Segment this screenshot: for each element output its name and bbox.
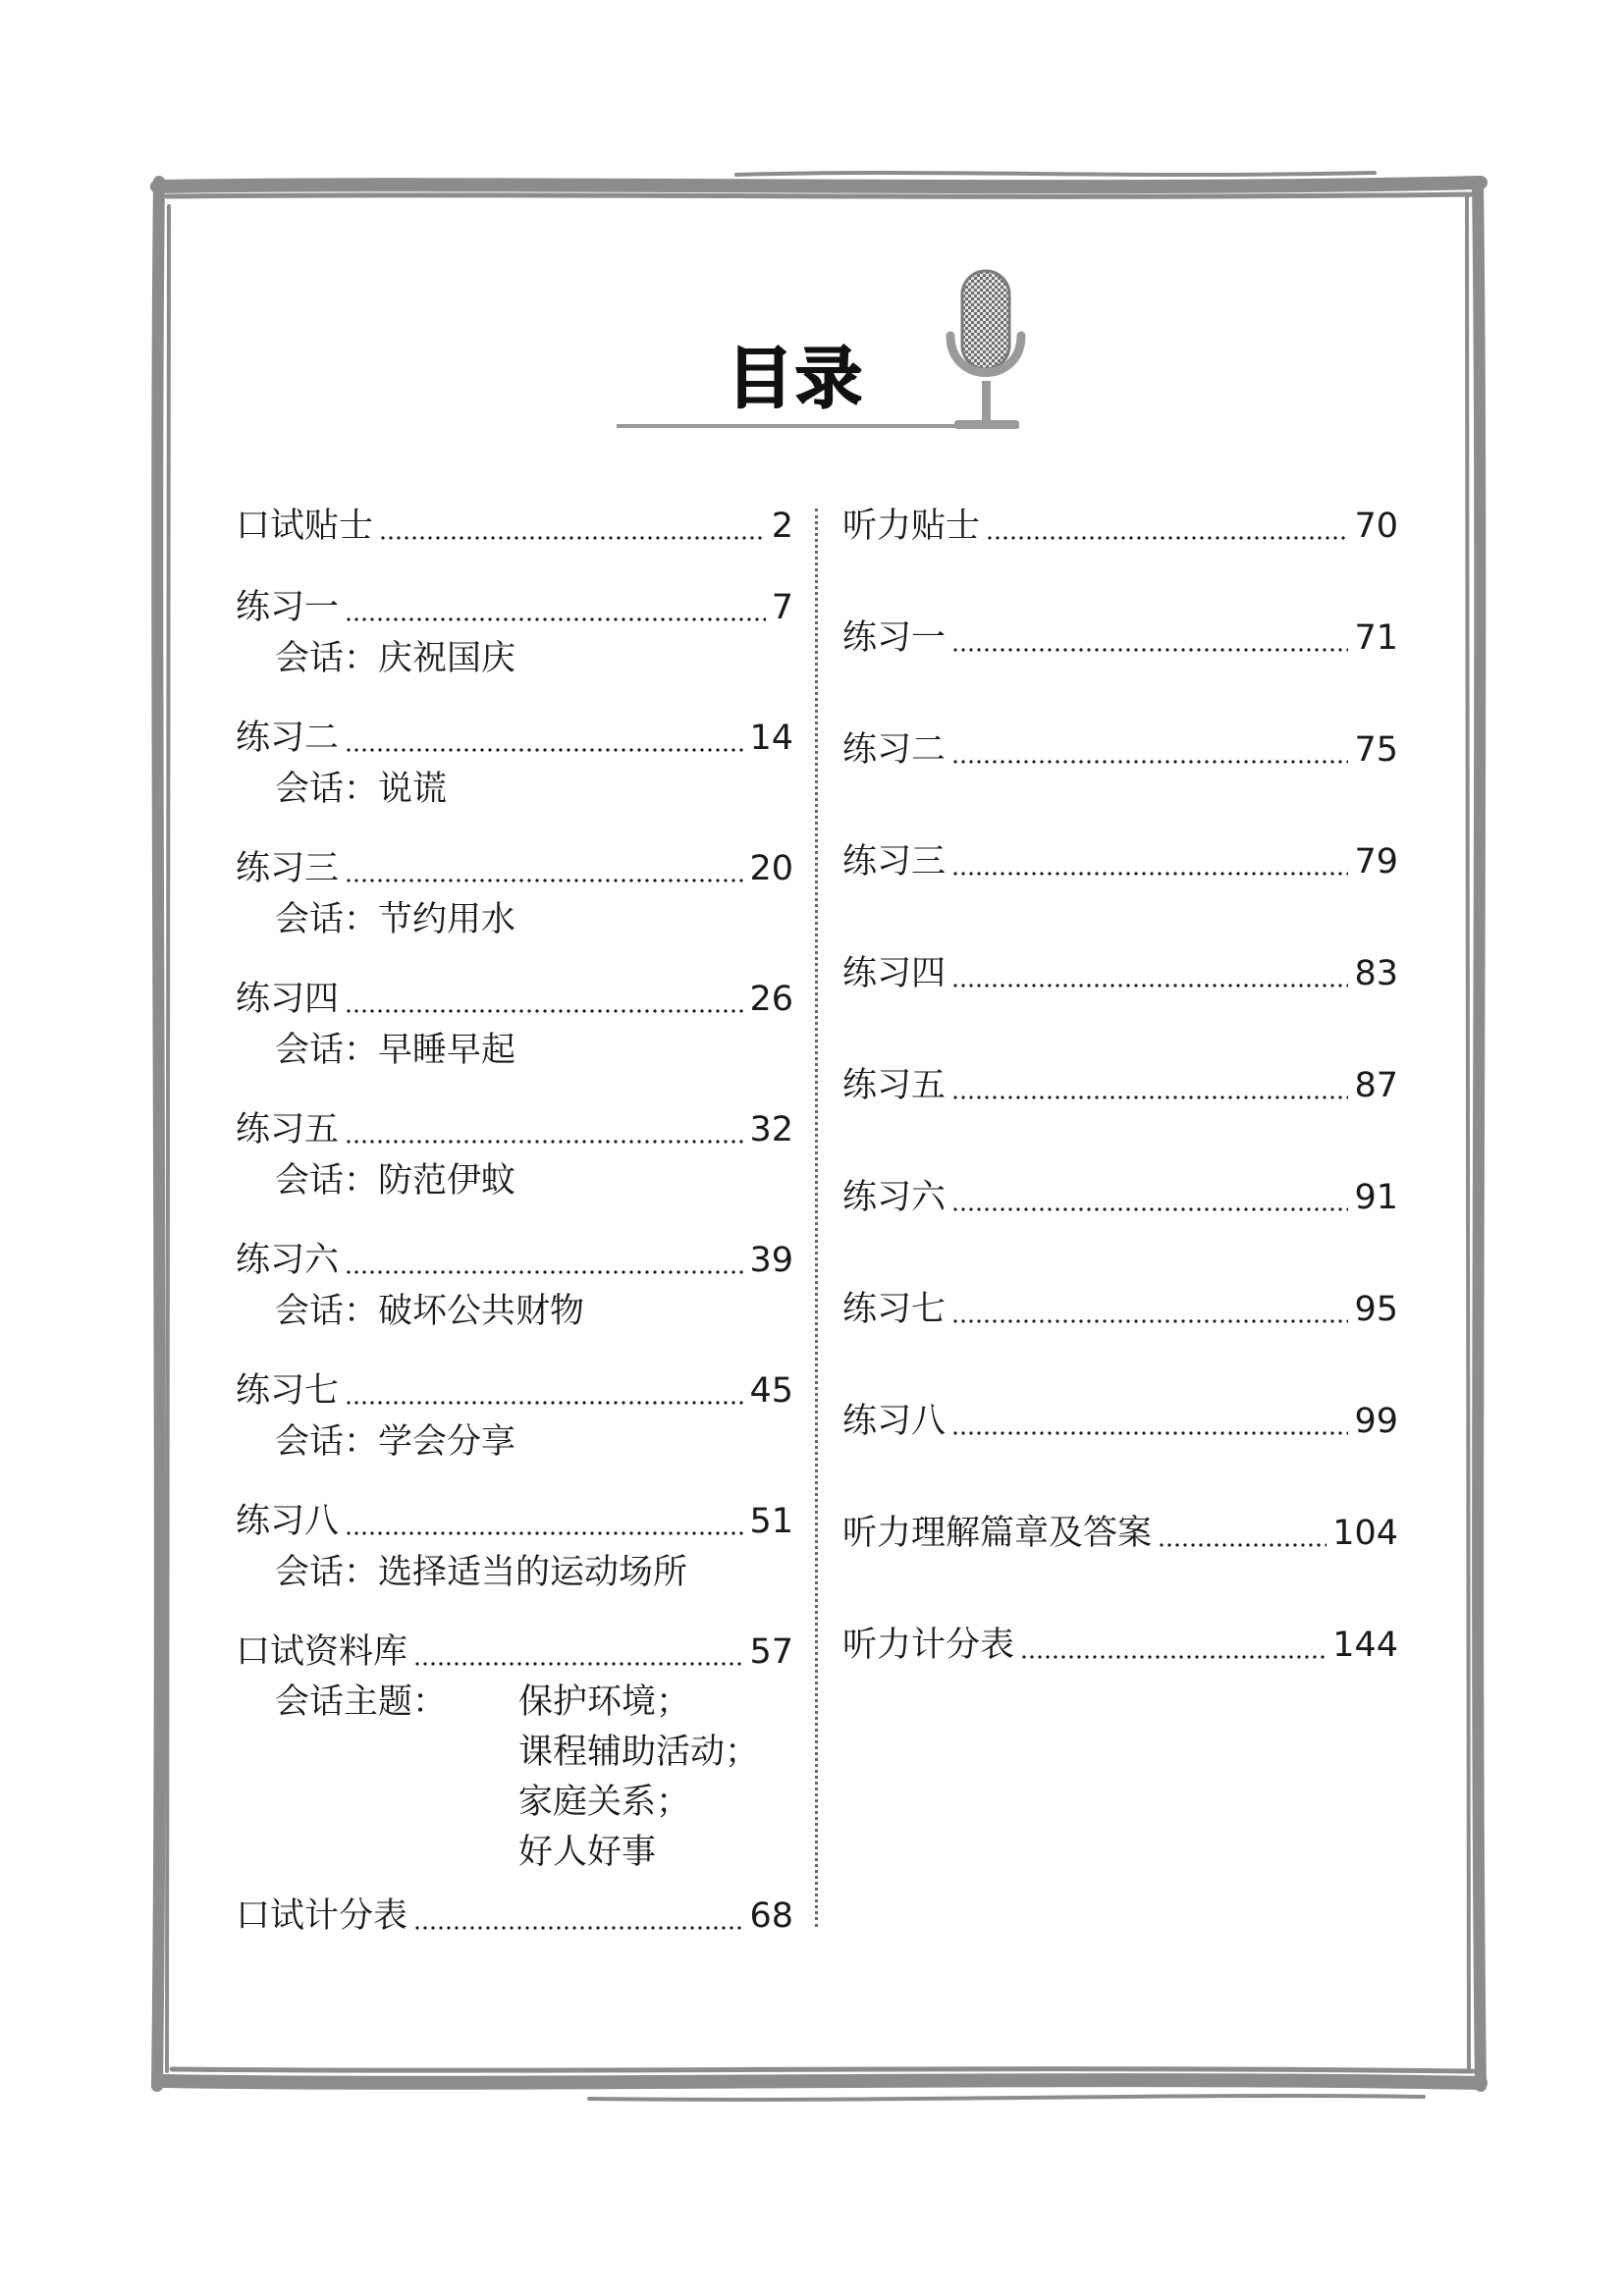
toc-entry[interactable] <box>236 713 793 815</box>
entry-page: 51 <box>749 1502 793 1541</box>
toc-entry-library[interactable] <box>236 1627 793 1878</box>
entry-page: 99 <box>1354 1402 1398 1441</box>
entry-label: 练习五 <box>842 1066 947 1105</box>
column-divider <box>815 508 818 1927</box>
entry-page: 70 <box>1354 507 1398 546</box>
entry-label: 练习七 <box>236 1371 340 1411</box>
entry-page: 45 <box>749 1371 793 1411</box>
microphone-icon <box>933 265 1041 437</box>
topic-item: 好人好事 <box>518 1833 657 1872</box>
entry-subtitle: 会话：早睡早起 <box>275 1031 516 1070</box>
toc-entry[interactable] <box>842 1172 1398 1223</box>
entry-page: 91 <box>1354 1178 1398 1217</box>
toc-entry[interactable] <box>842 724 1398 775</box>
entry-subtitle: 会话：破坏公共财物 <box>275 1292 585 1331</box>
entry-page: 2 <box>771 507 793 546</box>
entry-label: 练习七 <box>842 1290 947 1329</box>
entry-page: 87 <box>1354 1066 1398 1105</box>
entry-label: 听力计分表 <box>842 1626 1015 1665</box>
entry-page: 57 <box>749 1632 793 1672</box>
toc-entry[interactable] <box>842 1620 1398 1671</box>
entry-label: 练习四 <box>236 980 340 1019</box>
entry-page: 20 <box>749 849 793 888</box>
toc-entry[interactable] <box>236 843 793 945</box>
entry-subtitle: 会话：节约用水 <box>275 900 516 939</box>
entry-page: 26 <box>749 980 793 1019</box>
entry-page: 68 <box>749 1896 793 1936</box>
entry-page: 39 <box>749 1241 793 1280</box>
entry-page: 7 <box>771 588 793 627</box>
entry-page: 32 <box>749 1110 793 1149</box>
entry-page: 75 <box>1354 730 1398 770</box>
entry-label: 练习一 <box>842 618 947 658</box>
toc-entry[interactable] <box>236 1235 793 1337</box>
toc-entry[interactable] <box>842 613 1398 664</box>
entry-label: 练习八 <box>236 1502 340 1541</box>
entry-label: 练习八 <box>842 1402 947 1441</box>
topic-item: 课程辅助活动； <box>518 1733 760 1772</box>
toc-entry[interactable] <box>236 974 793 1076</box>
toc-entry[interactable] <box>236 582 793 684</box>
page-title: 目录 <box>726 341 864 418</box>
toc-entry[interactable] <box>842 1060 1398 1111</box>
topic-label: 会话主题： <box>275 1682 448 1722</box>
entry-label: 练习三 <box>842 842 947 881</box>
topic-item: 家庭关系； <box>518 1783 691 1822</box>
entry-label: 口试资料库 <box>236 1632 408 1672</box>
entry-subtitle: 会话：防范伊蚊 <box>275 1161 516 1201</box>
entry-label: 练习二 <box>236 719 340 758</box>
entry-label: 口试计分表 <box>236 1896 408 1936</box>
toc-entry[interactable] <box>236 501 793 552</box>
toc-entry[interactable] <box>842 948 1398 999</box>
toc-entry[interactable] <box>842 1284 1398 1335</box>
entry-subtitle: 会话：选择适当的运动场所 <box>275 1553 688 1592</box>
entry-page: 83 <box>1354 954 1398 993</box>
entry-subtitle: 会话：学会分享 <box>275 1422 516 1462</box>
entry-label: 口试贴士 <box>236 507 374 546</box>
toc-entry[interactable] <box>842 1508 1398 1559</box>
entry-page: 95 <box>1354 1290 1398 1329</box>
entry-subtitle: 会话：庆祝国庆 <box>275 639 516 678</box>
entry-label: 练习一 <box>236 588 340 627</box>
toc-entry[interactable] <box>236 1891 793 1942</box>
entry-label: 练习二 <box>842 730 947 770</box>
library-topics <box>236 1678 793 1878</box>
toc-entry[interactable] <box>236 1496 793 1598</box>
topic-item: 保护环境； <box>518 1682 691 1722</box>
entry-label: 练习五 <box>236 1110 340 1149</box>
entry-page: 104 <box>1332 1514 1398 1553</box>
entry-subtitle: 会话：说谎 <box>275 770 448 809</box>
toc-entry[interactable] <box>236 1104 793 1206</box>
entry-label: 听力理解篇章及答案 <box>842 1514 1153 1553</box>
toc-entry[interactable] <box>236 1365 793 1468</box>
entry-label: 练习六 <box>842 1178 947 1217</box>
entry-label: 练习六 <box>236 1241 340 1280</box>
entry-label: 听力贴士 <box>842 507 981 546</box>
entry-label: 练习三 <box>236 849 340 888</box>
toc-entry[interactable] <box>842 1396 1398 1447</box>
entry-page: 14 <box>749 719 793 758</box>
entry-page: 71 <box>1354 618 1398 658</box>
entry-page: 79 <box>1354 842 1398 881</box>
toc-entry[interactable] <box>842 836 1398 887</box>
toc-entry[interactable] <box>842 501 1398 552</box>
entry-page: 144 <box>1332 1626 1398 1665</box>
entry-label: 练习四 <box>842 954 947 993</box>
